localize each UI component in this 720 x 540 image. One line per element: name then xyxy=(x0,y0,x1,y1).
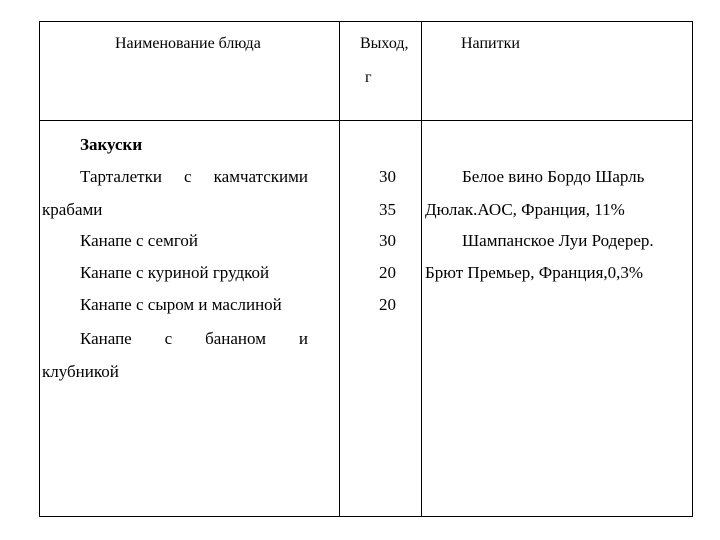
drink-item: Брют Премьер, Франция,0,3% xyxy=(425,263,644,282)
yield-value: 20 xyxy=(379,263,396,282)
drink-item: Белое вино Бордо Шарль xyxy=(462,167,645,186)
dish-word: и xyxy=(298,329,308,348)
section-title: Закуски xyxy=(80,135,143,154)
drink-item: Дюлак.АОС, Франция, 11% xyxy=(425,200,625,219)
dish-item-continuation: крабами xyxy=(42,200,103,219)
yield-value: 30 xyxy=(379,167,396,186)
dish-item: Канапе с семгой xyxy=(80,231,198,250)
dish-item: Канапе с куриной грудкой xyxy=(80,263,270,282)
header-dish-name: Наименование блюда xyxy=(115,35,261,52)
drink-item: Шампанское Луи Родерер. xyxy=(462,231,654,250)
header-drinks: Напитки xyxy=(461,35,520,52)
dish-item xyxy=(80,330,308,347)
dish-word: камчатскими xyxy=(213,167,308,186)
dish-word: Тарталетки xyxy=(80,167,162,186)
dish-item-continuation: клубникой xyxy=(42,362,119,381)
dish-word: Канапе xyxy=(80,329,132,348)
header-yield-unit: г xyxy=(365,69,372,86)
header-divider xyxy=(39,120,693,121)
header-yield: Выход, xyxy=(360,35,409,52)
column-divider-2 xyxy=(421,21,422,517)
yield-value: 30 xyxy=(379,231,396,250)
dish-item: Канапе с сыром и маслиной xyxy=(80,295,282,314)
column-divider-1 xyxy=(339,21,340,517)
dish-item xyxy=(80,168,308,185)
yield-value: 20 xyxy=(379,295,396,314)
dish-word: с xyxy=(164,329,173,348)
yield-value: 35 xyxy=(379,200,396,219)
dish-word: с xyxy=(184,167,192,186)
dish-word: бананом xyxy=(205,329,266,348)
